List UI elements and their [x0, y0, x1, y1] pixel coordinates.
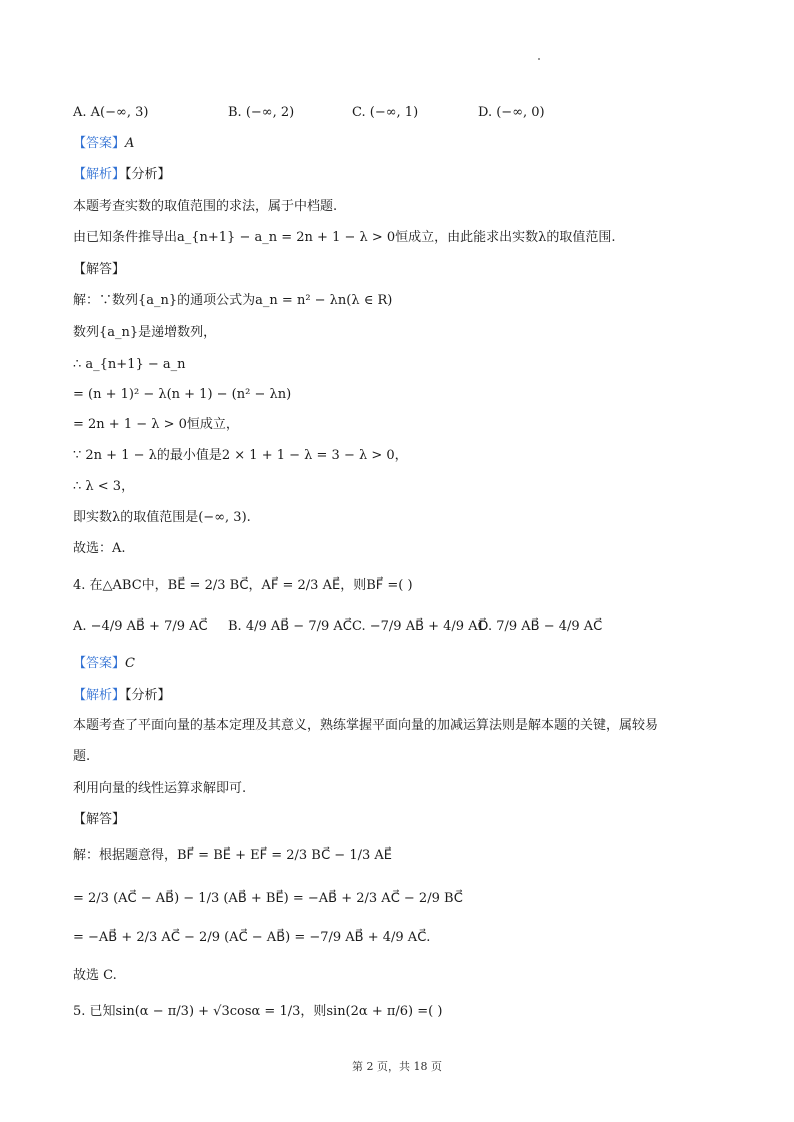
analysis-sub: 【分析】	[125, 688, 171, 703]
q3-sol-8: 故选：A.	[73, 541, 126, 556]
q4-choice-d: D. 7/9 AB⃗ − 4/9 AC⃗	[478, 619, 603, 634]
q3-sol-6: ∴ λ < 3，	[73, 479, 135, 494]
answer-tag: 【答案】	[73, 656, 126, 671]
q3-sol-5: ∵ 2n + 1 − λ的最小值是2 × 1 + 1 − λ = 3 − λ > 0，	[73, 448, 408, 463]
q4-choice-c: C. −7/9 AB⃗ + 4/9 AC⃗	[352, 619, 487, 634]
page-footer: 第 2 页，共 18 页	[352, 1060, 442, 1073]
analysis-sub: 【分析】	[125, 167, 171, 182]
q3-choice-c: C. (−∞, 1)	[352, 105, 419, 120]
q3-answer-line	[73, 135, 134, 153]
answer-tag: 【答案】	[73, 136, 126, 151]
q4-analysis-line	[73, 687, 171, 705]
q3-choice-d: D. (−∞, 0)	[478, 105, 545, 120]
q4-sol-3: 故选 C.	[73, 968, 117, 983]
analysis-tag: 【解析】	[73, 167, 126, 182]
q4-choice-a: A. −4/9 AB⃗ + 7/9 AC⃗	[73, 619, 208, 634]
q3-analysis-line	[73, 166, 171, 184]
q4-answer-line	[73, 655, 135, 673]
q3-choice-a: A. A(−∞, 3)	[73, 105, 149, 120]
q4-sol-2: = −AB⃗ + 2/3 AC⃗ − 2/9 (AC⃗ − AB⃗) = −7/9 AB⃗ + 4/9 AC⃗.	[73, 930, 431, 945]
q3-analysis-2: 由已知条件推导出a_{n+1} − a_n = 2n + 1 − λ > 0恒成立，由此能求出实数λ的取值范围.	[73, 230, 616, 245]
q4-solution-tag: 【解答】	[73, 812, 126, 827]
q3-sol-2: ∴ a_{n+1} − a_n	[73, 357, 186, 372]
q3-solution-tag: 【解答】	[73, 262, 126, 277]
q3-sol-3: = (n + 1)² − λ(n + 1) − (n² − λn)	[73, 387, 292, 402]
q3-sol-4: = 2n + 1 − λ > 0恒成立，	[73, 417, 239, 432]
q3-choice-b: B. (−∞, 2)	[228, 105, 295, 120]
q3-sol-1: 数列{a_n}是递增数列，	[73, 325, 217, 340]
q4-choice-b: B. 4/9 AB⃗ − 7/9 AC⃗	[228, 619, 352, 634]
analysis-tag: 【解析】	[73, 688, 126, 703]
q3-sol-0: 解：∵数列{a_n}的通项公式为a_n = n² − λn(λ ∈ R)	[73, 293, 393, 308]
q4-answer: C	[125, 656, 135, 671]
q4-analysis-1: 本题考查了平面向量的基本定理及其意义，熟练掌握平面向量的加减运算法则是解本题的关键，属较易	[73, 718, 659, 733]
q4-analysis-1b: 题.	[73, 749, 91, 764]
q3-sol-7: 即实数λ的取值范围是(−∞, 3).	[73, 510, 251, 525]
speck	[538, 58, 540, 60]
q4-sol-0: 解：根据题意得，BF⃗ = BE⃗ + EF⃗ = 2/3 BC⃗ − 1/3 AE⃗	[73, 848, 392, 863]
q3-answer: A	[125, 136, 135, 151]
q4-analysis-2: 利用向量的线性运算求解即可.	[73, 781, 247, 796]
q4-sol-1: = 2/3 (AC⃗ − AB⃗) − 1/3 (AB⃗ + BE⃗) = −AB⃗ + 2/3 AC⃗ − 2/9 BC⃗	[73, 891, 463, 906]
q5-stem: 5. 已知sin(α − π/3) + √3cosα = 1/3，则sin(2α + π/6) =( )	[73, 1004, 443, 1019]
q4-stem: 4. 在△ABC中，BE⃗ = 2/3 BC⃗，AF⃗ = 2/3 AE⃗，则BF⃗ =( )	[73, 578, 413, 593]
q3-analysis-1: 本题考查实数的取值范围的求法，属于中档题.	[73, 199, 338, 214]
